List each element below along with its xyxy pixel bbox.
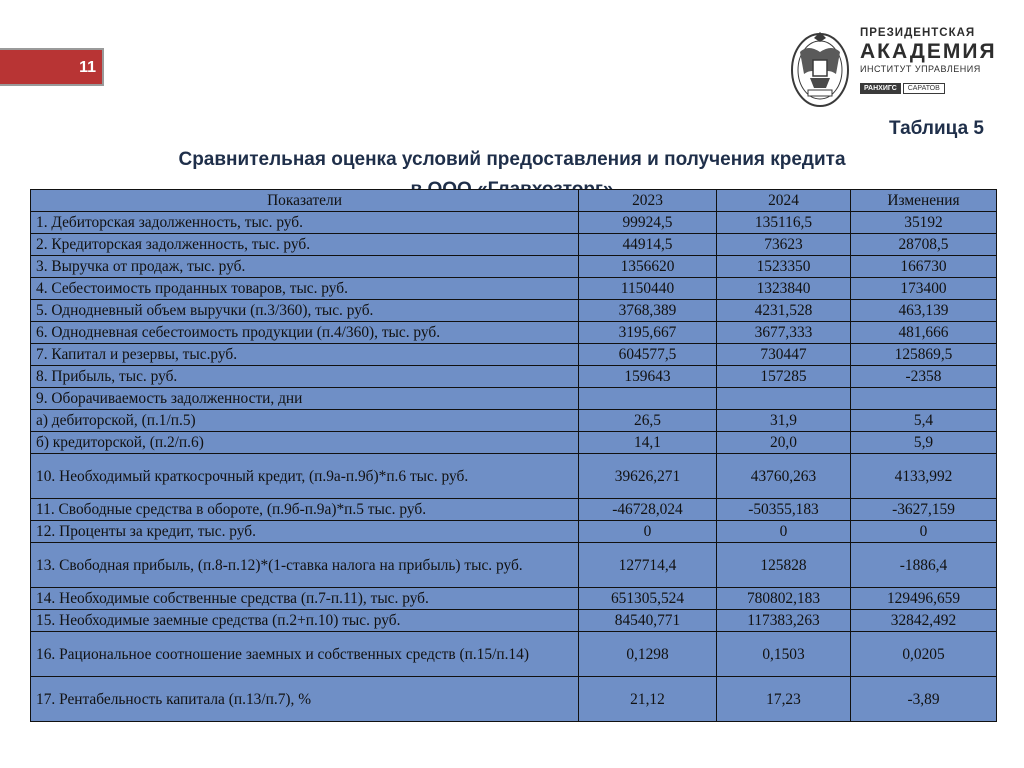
value-2023: 159643 [579,366,717,388]
header-2024: 2024 [717,190,851,212]
value-2024: 3677,333 [717,322,851,344]
value-change: 35192 [851,212,997,234]
value-change: -2358 [851,366,997,388]
value-2023: 3195,667 [579,322,717,344]
value-change: 173400 [851,278,997,300]
value-change: 28708,5 [851,234,997,256]
value-2024: 0,1503 [717,632,851,677]
value-change [851,388,997,410]
value-2023: 3768,389 [579,300,717,322]
row-label: 1. Дебиторская задолженность, тыс. руб. [31,212,579,234]
table-row [31,234,997,256]
logo-line1: ПРЕЗИДЕНТСКАЯ [860,27,976,39]
page-title [0,145,1024,187]
value-2023: 604577,5 [579,344,717,366]
value-2023 [579,388,717,410]
row-label: 5. Однодневный объем выручки (п.3/360), тыс. руб. [31,300,579,322]
value-change: 32842,492 [851,610,997,632]
value-change: 0 [851,521,997,543]
logo-tag-ranepa: РАНХИГС [860,83,901,94]
table-row [31,300,997,322]
value-2024: 780802,183 [717,588,851,610]
table-row [31,410,997,432]
row-label: 6. Однодневная себестоимость продукции (п.4/360), тыс. руб. [31,322,579,344]
table-row [31,366,997,388]
header-changes: Изменения [851,190,997,212]
value-2024: 0 [717,521,851,543]
value-2023: 21,12 [579,677,717,722]
header-2023: 2023 [579,190,717,212]
value-2024 [717,388,851,410]
value-change: -1886,4 [851,543,997,588]
value-2023: 14,1 [579,432,717,454]
row-label: 3. Выручка от продаж, тыс. руб. [31,256,579,278]
value-2024: 31,9 [717,410,851,432]
value-2024: 43760,263 [717,454,851,499]
value-2024: -50355,183 [717,499,851,521]
value-2023: 26,5 [579,410,717,432]
value-2023: 651305,524 [579,588,717,610]
row-label: 14. Необходимые собственные средства (п.7-п.11), тыс. руб. [31,588,579,610]
eagle-emblem-icon [788,22,852,108]
header-indicators: Показатели [31,190,579,212]
row-label: 4. Себестоимость проданных товаров, тыс. руб. [31,278,579,300]
table-row [31,278,997,300]
table-row [31,543,997,588]
row-label: 15. Необходимые заемные средства (п.2+п.10) тыс. руб. [31,610,579,632]
title-line1: Сравнительная оценка условий предоставления и получения кредита [178,149,846,170]
table-row [31,454,997,499]
table-row [31,499,997,521]
value-2024: 117383,263 [717,610,851,632]
value-2023: 84540,771 [579,610,717,632]
value-2023: 1150440 [579,278,717,300]
logo-line2: АКАДЕМИЯ [860,40,997,63]
row-label: 8. Прибыль, тыс. руб. [31,366,579,388]
value-change: 5,9 [851,432,997,454]
value-change: 5,4 [851,410,997,432]
value-change: -3627,159 [851,499,997,521]
value-2023: 99924,5 [579,212,717,234]
value-2023: 1356620 [579,256,717,278]
table-row [31,632,997,677]
table-row [31,388,997,410]
value-2024: 1323840 [717,278,851,300]
value-change: 129496,659 [851,588,997,610]
slide-number-badge [0,48,104,86]
row-label: 10. Необходимый краткосрочный кредит, (п.9а-п.9б)*п.6 тыс. руб. [31,454,579,499]
row-label: 11. Свободные средства в обороте, (п.9б-п.9а)*п.5 тыс. руб. [31,499,579,521]
value-2023: 44914,5 [579,234,717,256]
value-2023: 0 [579,521,717,543]
row-label: 16. Рациональное соотношение заемных и собственных средств (п.15/п.14) [31,632,579,677]
value-2023: 127714,4 [579,543,717,588]
table-row [31,432,997,454]
value-2024: 4231,528 [717,300,851,322]
table-row [31,256,997,278]
table-row [31,344,997,366]
value-2024: 135116,5 [717,212,851,234]
value-2023: -46728,024 [579,499,717,521]
row-label: 13. Свободная прибыль, (п.8-п.12)*(1-ставка налога на прибыль) тыс. руб. [31,543,579,588]
value-2024: 20,0 [717,432,851,454]
value-2024: 125828 [717,543,851,588]
slide-number: 11 [79,59,96,76]
table-row [31,588,997,610]
logo-tag-saratov: САРАТОВ [903,83,945,94]
table-row [31,322,997,344]
table-row [31,677,997,722]
value-change: 463,139 [851,300,997,322]
value-2024: 17,23 [717,677,851,722]
credit-comparison-table [30,189,997,722]
value-2024: 730447 [717,344,851,366]
value-change: 125869,5 [851,344,997,366]
value-change: 4133,992 [851,454,997,499]
table-row [31,610,997,632]
table-label: Таблица 5 [888,118,984,139]
value-change: 481,666 [851,322,997,344]
academy-logo [788,22,997,108]
value-change: -3,89 [851,677,997,722]
value-2023: 39626,271 [579,454,717,499]
table-row [31,521,997,543]
row-label: б) кредиторской, (п.2/п.6) [31,432,579,454]
row-label: 12. Проценты за кредит, тыс. руб. [31,521,579,543]
row-label: а) дебиторской, (п.1/п.5) [31,410,579,432]
row-label: 9. Оборачиваемость задолженности, дни [31,388,579,410]
value-2023: 0,1298 [579,632,717,677]
value-2024: 1523350 [717,256,851,278]
logo-line3: ИНСТИТУТ УПРАВЛЕНИЯ [860,64,981,74]
value-2024: 73623 [717,234,851,256]
row-label: 2. Кредиторская задолженность, тыс. руб. [31,234,579,256]
value-2024: 157285 [717,366,851,388]
value-change: 0,0205 [851,632,997,677]
row-label: 7. Капитал и резервы, тыс.руб. [31,344,579,366]
table-header-row [31,190,997,212]
table-row [31,212,997,234]
row-label: 17. Рентабельность капитала (п.13/п.7), % [31,677,579,722]
value-change: 166730 [851,256,997,278]
